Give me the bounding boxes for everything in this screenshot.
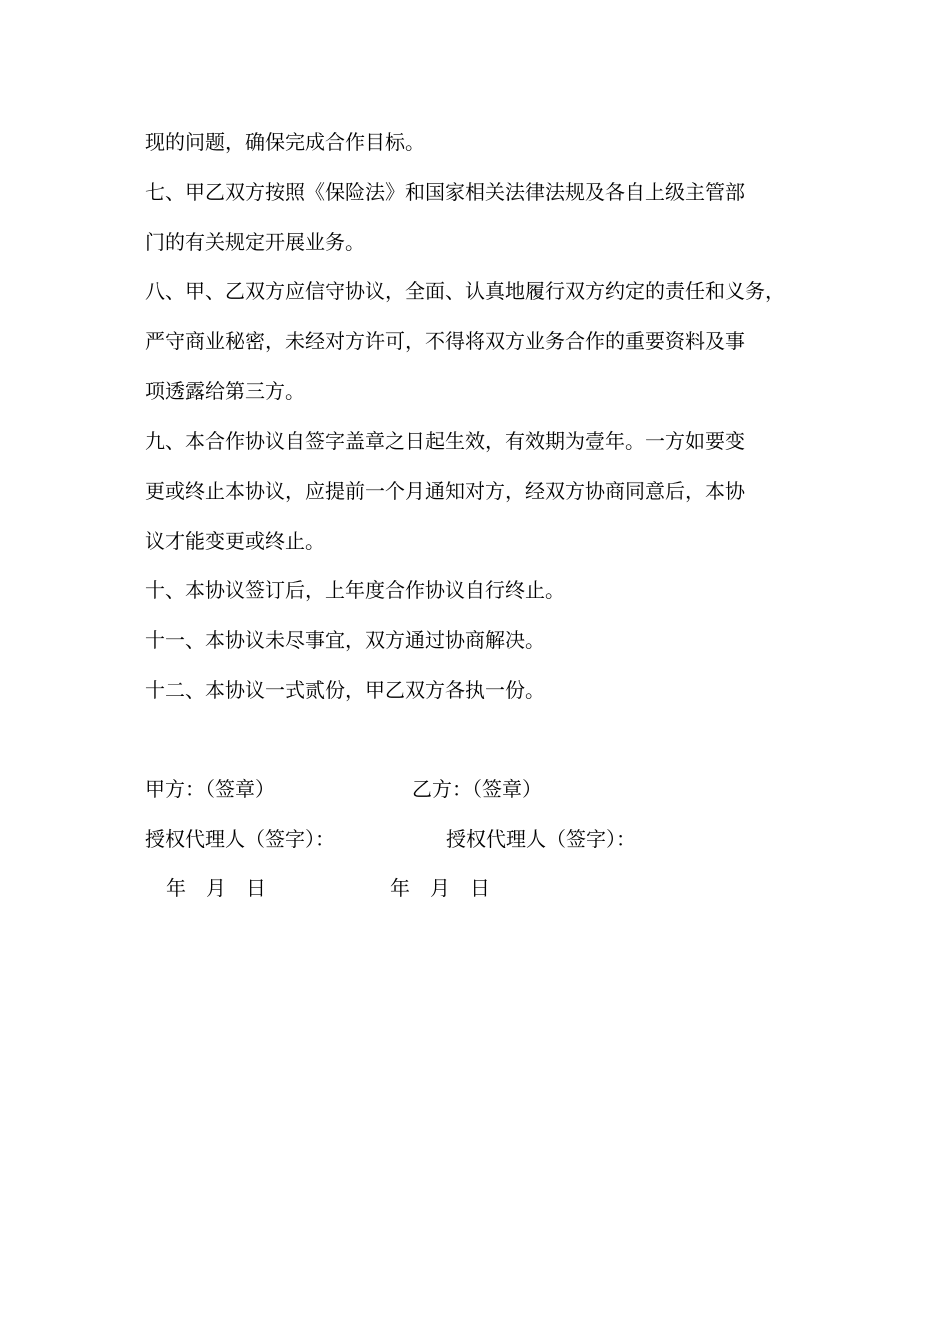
clause-line: 议才能变更或终止。: [145, 529, 325, 553]
clause-line: 十一、本协议未尽事宜，双方通过协商解决。: [145, 628, 545, 652]
clause-line: 门的有关规定开展业务。: [145, 230, 365, 254]
party-b-agent: 授权代理人（签字）：: [446, 827, 636, 851]
clause-line: 七、甲乙双方按照《保险法》和国家相关法律法规及各自上级主管部: [145, 180, 745, 204]
party-a-agent: 授权代理人（签字）：: [145, 827, 335, 851]
party-b-date: 年 月 日: [390, 876, 490, 900]
clause-line: 严守商业秘密，未经对方许可，不得将双方业务合作的重要资料及事: [145, 329, 745, 353]
clause-line: 十、本协议签订后，上年度合作协议自行终止。: [145, 578, 565, 602]
clause-line: 更或终止本协议，应提前一个月通知对方，经双方协商同意后，本协: [145, 479, 745, 503]
clause-line: 十二、本协议一式贰份，甲乙双方各执一份。: [145, 678, 545, 702]
clause-line: 八、甲、乙双方应信守协议，全面、认真地履行双方约定的责任和义务，: [145, 279, 785, 303]
clause-line: 现的问题，确保完成合作目标。: [145, 130, 425, 154]
clause-line: 九、本合作协议自签字盖章之日起生效，有效期为壹年。一方如要变: [145, 429, 745, 453]
clause-line: 项透露给第三方。: [145, 379, 305, 403]
party-b-seal: 乙方：（签章）: [412, 777, 542, 801]
party-a-date: 年 月 日: [166, 876, 266, 900]
party-a-seal: 甲方：（签章）: [145, 777, 275, 801]
